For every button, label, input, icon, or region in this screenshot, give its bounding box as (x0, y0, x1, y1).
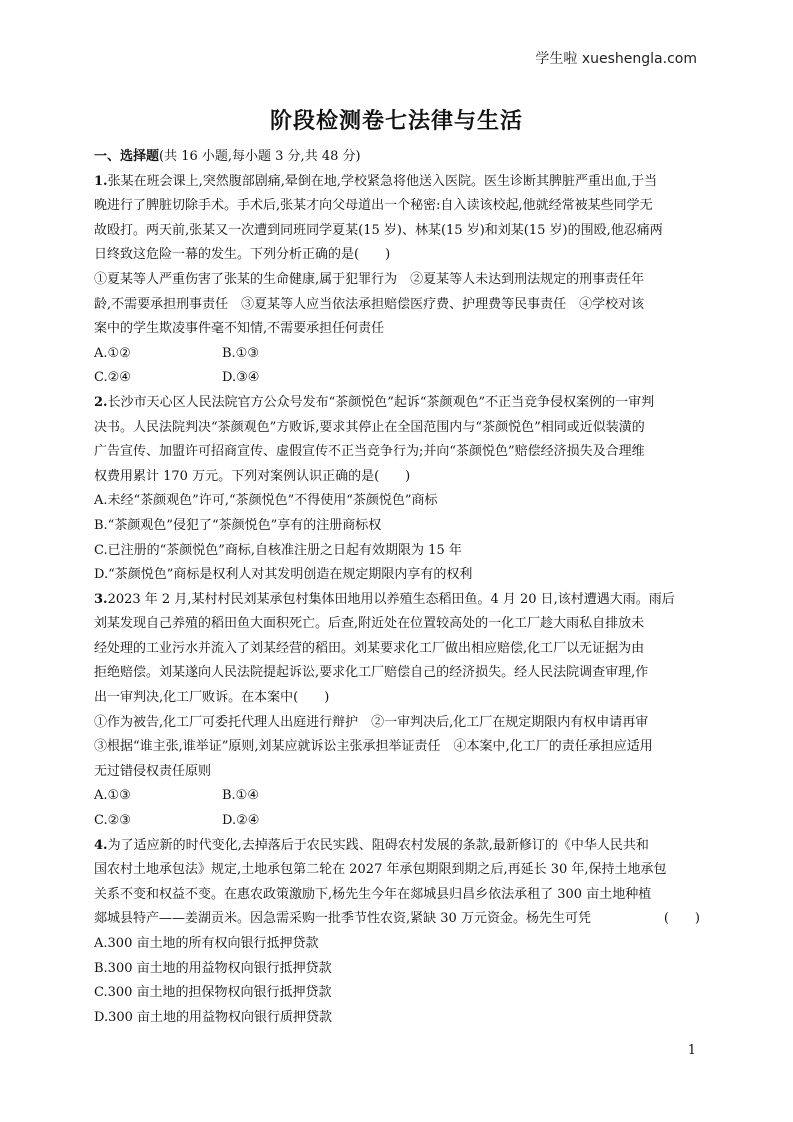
option-d: D.②④ (222, 813, 260, 829)
question-1 (94, 170, 700, 391)
question-stem-line: 关系不变和权益不变。在惠农政策激励下,杨先生今年在郯城县归昌乡依法承租了 300 亩土地种植 (94, 886, 652, 902)
option-row (94, 784, 700, 809)
question-stem-line: 郯城县特产——姜湖贡米。因急需采购一批季节性农资,紧缺 30 万元资金。杨先生可凭 ( ) (94, 907, 700, 932)
statement-line: 龄,不需要承担刑事责任 ③夏某等人应当依法承担赔偿医疗费、护理费等民事责任 ④学校对该 (94, 296, 645, 312)
option-b: B.①③ (222, 345, 259, 361)
question-2 (94, 391, 700, 588)
option-b: B.①④ (222, 788, 259, 804)
statement-line: ①作为被告,化工厂可委托代理人出庭进行辩护 ②一审判决后,化工厂在规定期限内有权申请再审 (94, 714, 649, 730)
option-d: D.③④ (222, 370, 260, 386)
question-stem-line: 出一审判决,化工厂败诉。在本案中( ) (94, 690, 330, 706)
option-row (94, 366, 700, 391)
watermark: 学生啦 xueshengla.com (535, 51, 697, 67)
option-a: A.①② (94, 345, 131, 361)
section-heading (94, 145, 700, 170)
option-d: D.300 亩土地的用益物权向银行质押贷款 (94, 1009, 333, 1025)
option-a: A.①③ (94, 788, 131, 804)
option-a: A.300 亩土地的所有权向银行抵押贷款 (94, 936, 319, 951)
question-3 (94, 588, 700, 834)
option-c: C.300 亩土地的担保物权向银行抵押贷款 (94, 985, 332, 1001)
question-stem-line: 经处理的工业污水并流入了刘某经营的稻田。刘某要求化工厂做出相应赔偿,化工厂以无证据为由 (94, 640, 645, 656)
statement-line: 无过错侵权责任原则 (94, 763, 212, 779)
option-c: C.②④ (94, 370, 131, 386)
option-row (94, 342, 700, 367)
question-4 (94, 834, 700, 1031)
question-number: 3. (94, 591, 108, 607)
question-stem-line: 晚进行了脾脏切除手术。手术后,张某才向父母道出一个秘密:自入读该校起,他就经常被某些同学无 (94, 198, 653, 214)
statement-line: ①夏某等人严重伤害了张某的生命健康,属于犯罪行为 ②夏某等人未达到刑法规定的刑事责任年 (94, 271, 645, 287)
question-stem-line: 广告宣传、加盟许可招商宣传、虚假宣传不正当竞争行为;并向“茶颜悦色”赔偿经济损失及合理维 (94, 444, 645, 460)
statement-line: ③根据“谁主张,谁举证”原则,刘某应就诉讼主张承担举证责任 ④本案中,化工厂的责任承担应适用 (94, 739, 653, 755)
statement-line: 案中的学生欺凌事件毫不知情,不需要承担任何责任 (94, 321, 385, 337)
document-body (94, 145, 700, 1030)
question-stem-line: 刘某发现自己养殖的稻田鱼大面积死亡。后查,附近处在位置较高处的一化工厂趁大雨私自排放未 (94, 616, 645, 632)
option-row (94, 809, 700, 834)
option-b: B.300 亩土地的用益物权向银行抵押贷款 (94, 960, 332, 976)
question-stem-line: 决书。人民法院判决“茶颜观色”方败诉,要求其停止在全国范围内与“茶颜悦色”相同或近似装潢的 (94, 419, 645, 435)
page-title: 阶段检测卷七法律与生活 (269, 108, 523, 134)
question-stem-line: 国农村土地承包法》规定,土地承包第二轮在 2027 年承包期限到期之后,再延长 30 年,保持土地承包 (94, 862, 667, 878)
answer-bracket: ( ) (663, 911, 700, 927)
question-stem-line: 权费用累计 170 万元。下列对案例认识正确的是( ) (94, 468, 411, 484)
option-c: C.②③ (94, 813, 131, 829)
question-number: 4. (94, 837, 108, 853)
question-stem-line: 故殴打。两天前,张某又一次遭到同班同学夏某(15 岁)、林某(15 岁)和刘某(15 岁)的围殴,他忍痛两 (94, 222, 663, 238)
page-number: 1 (687, 1043, 696, 1058)
option-c: C.已注册的“茶颜悦色”商标,自核准注册之日起有效期限为 15 年 (94, 542, 462, 558)
option-b: B.“茶颜观色”侵犯了“茶颜悦色”享有的注册商标权 (94, 517, 382, 533)
question-stem-line: 4.为了适应新的时代变化,去掉落后于农民实践、阻碍农村发展的条款,最新修订的《中华人民共和 (94, 837, 649, 853)
question-stem-line: 拒绝赔偿。刘某遂向人民法院提起诉讼,要求化工厂赔偿自己的经济损失。经人民法院调查审理,作 (94, 665, 649, 681)
question-stem-line: 1.张某在班会课上,突然腹部剧痛,晕倒在地,学校紧急将他送入医院。医生诊断其脾脏严重出血,于当 (94, 173, 658, 189)
question-stem-line: 3.2023 年 2 月,某村村民刘某承包村集体田地用以养殖生态稻田鱼。4 月 20 日,该村遭遇大雨。雨后 (94, 591, 675, 607)
section-title: 一、选择题 (94, 149, 160, 164)
question-stem-line: 2.长沙市天心区人民法院官方公众号发布“茶颜悦色”起诉“茶颜观色”不正当竞争侵权案例的一审判 (94, 394, 655, 410)
section-note: (共 16 小题,每小题 3 分,共 48 分) (159, 149, 361, 164)
option-d: D.“茶颜悦色”商标是权利人对其发明创造在规定期限内享有的权利 (94, 567, 473, 583)
question-stem-line: 日终致这危险一幕的发生。下列分析正确的是( ) (94, 247, 391, 263)
question-number: 2. (94, 394, 108, 410)
question-number: 1. (94, 173, 108, 189)
option-a: A.未经“茶颜观色”许可,“茶颜悦色”不得使用“茶颜悦色”商标 (94, 493, 438, 509)
